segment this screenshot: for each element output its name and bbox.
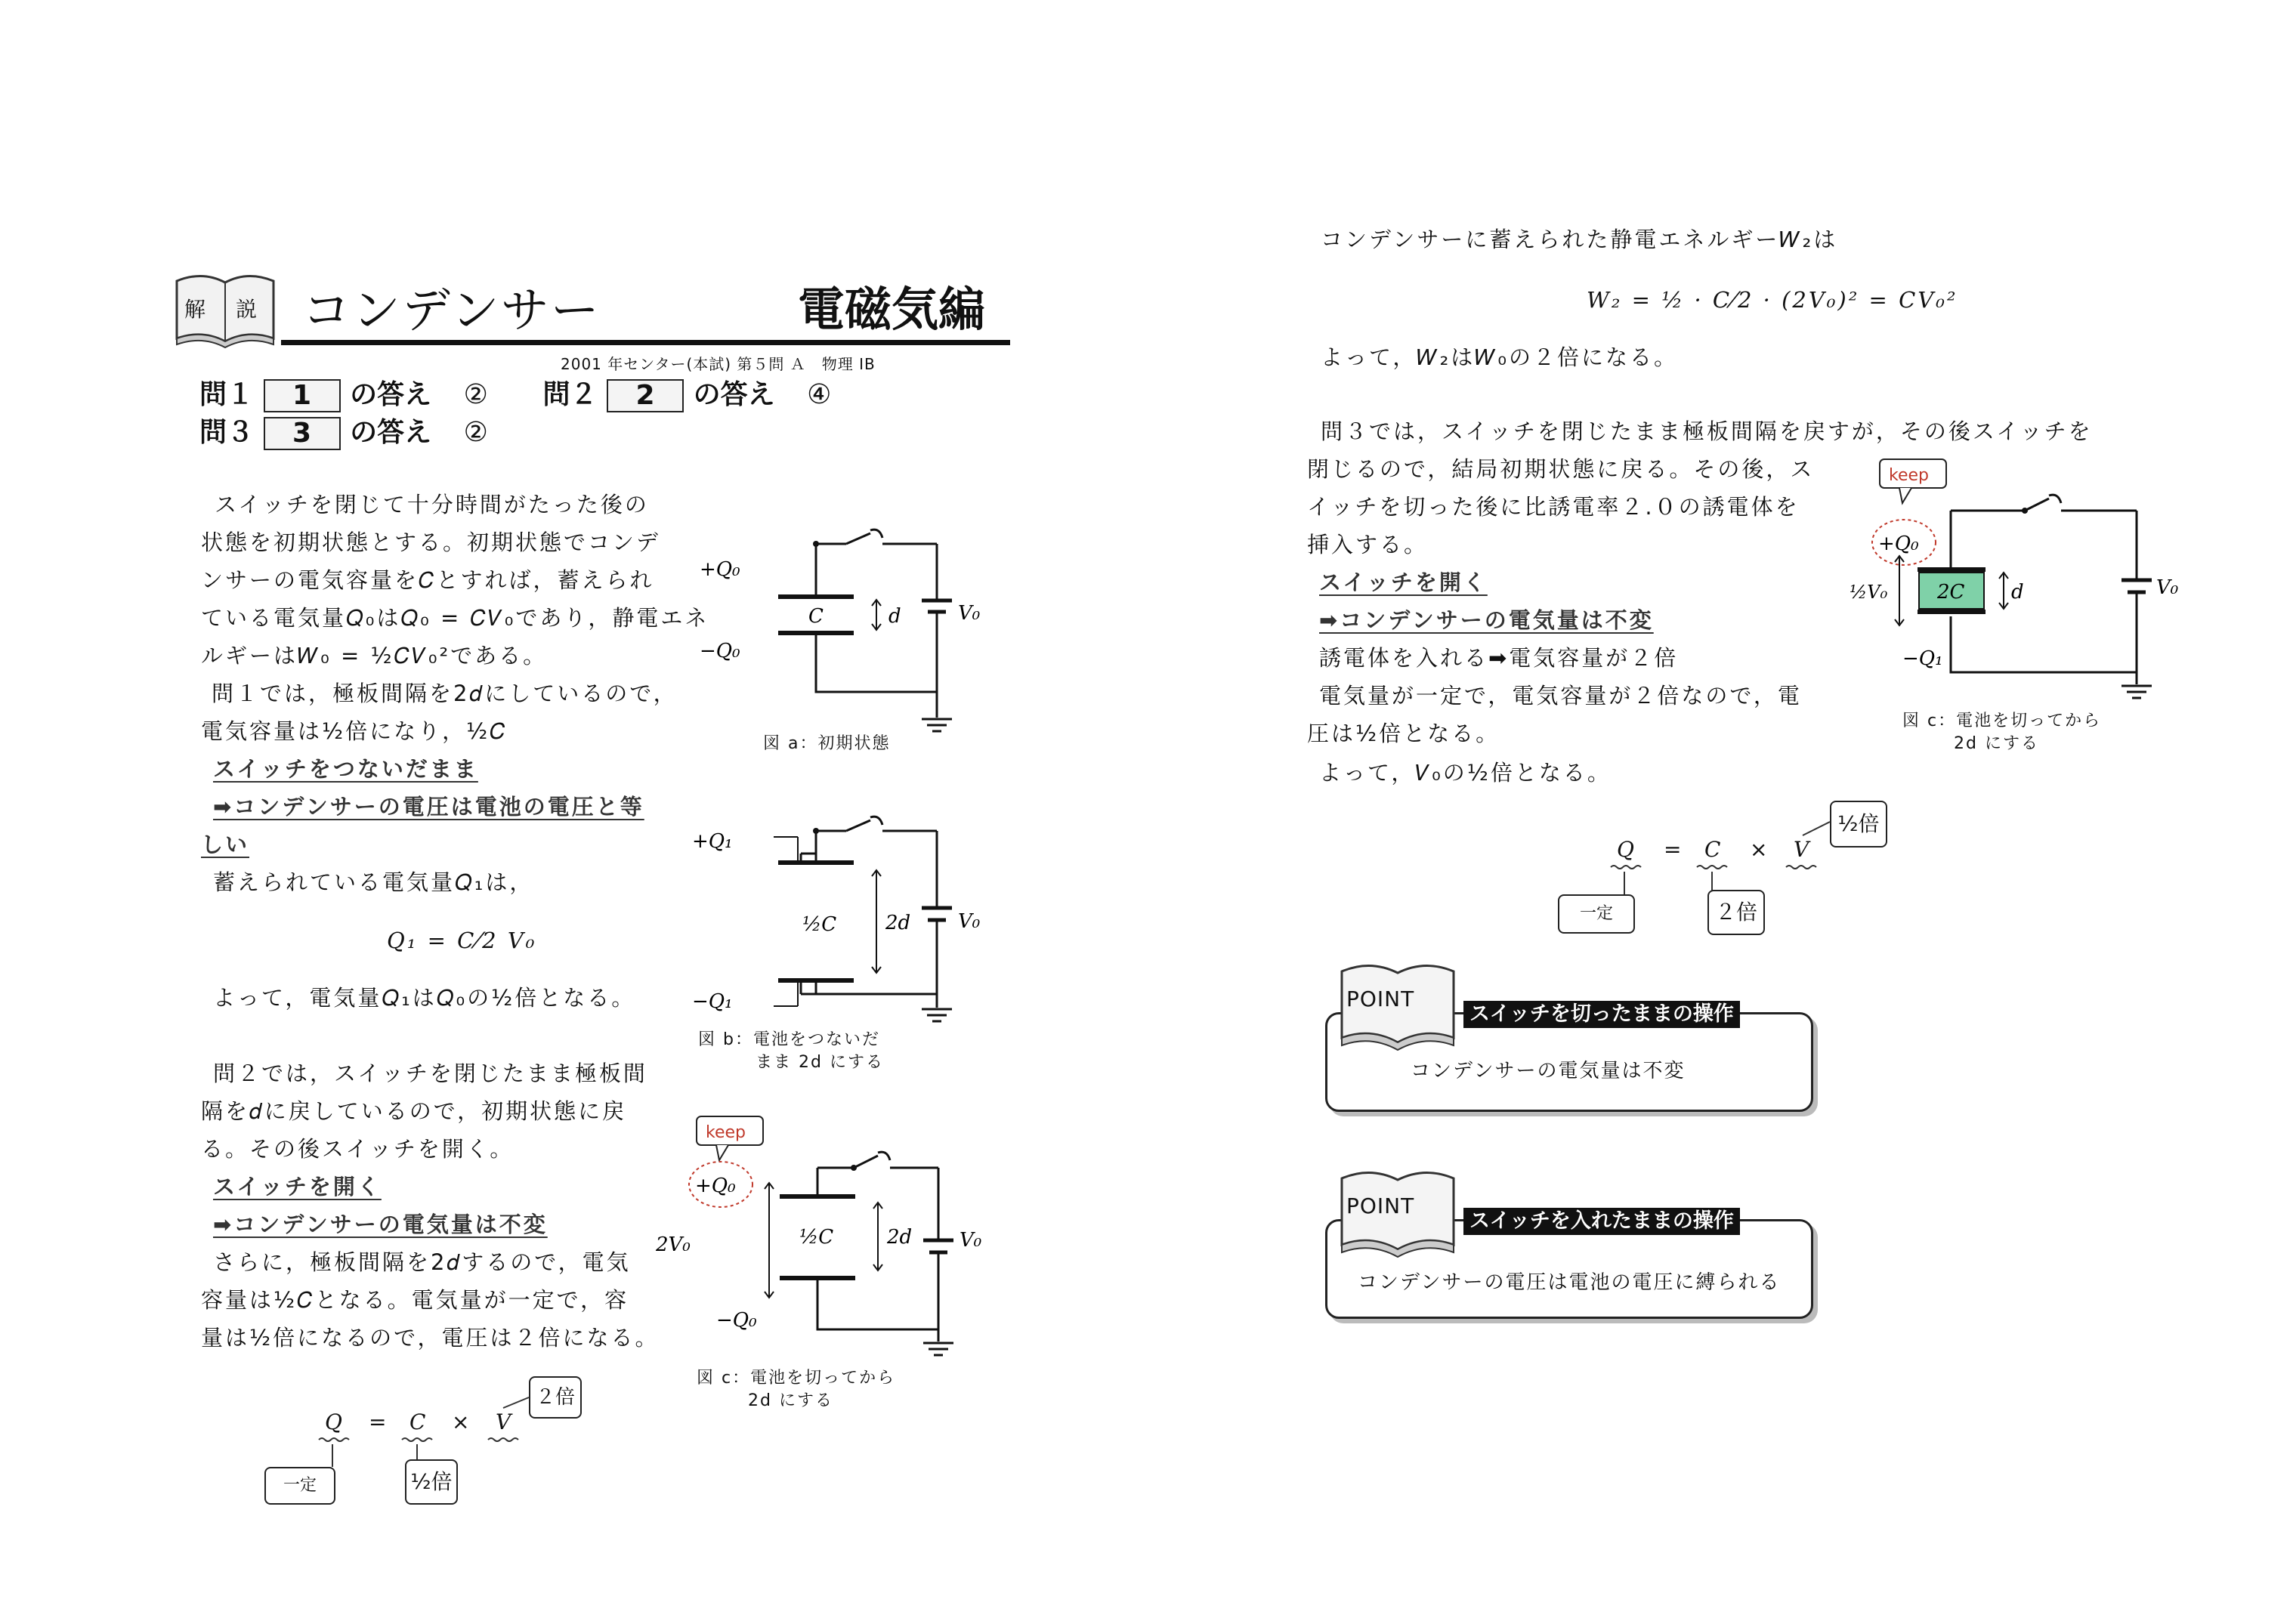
figure-caption: まま 2d にする [756,1053,884,1072]
answer-row [199,373,831,412]
figure-caption: 2d にする [748,1391,833,1410]
body-line: さらに，極板間隔を2𝑑するので，電気 [213,1249,631,1275]
label-voltage: ½𝑉₀ [1850,582,1888,603]
body-line: 容量は½𝐶となる。電気量が一定で，容 [201,1287,629,1313]
body-line: よって，電気量𝑄₁は𝑄₀の½倍となる。 [213,985,636,1011]
point-title: スイッチを入れたままの操作 [1463,1208,1740,1235]
formula-v: 𝑉 [496,1409,511,1434]
label-gap: 2𝑑 [887,1226,913,1249]
label-battery: 𝑉₀ [2156,576,2179,599]
formula-x: × [1750,837,1768,862]
figure-caption: 図 b：電池をつないだ [698,1030,880,1049]
answer-box: 1 [264,379,341,412]
body-line: る。その後スイッチを開く。 [201,1136,515,1162]
label-battery: 𝑉₀ [958,910,981,933]
emphasis-line: ➡コンデンサーの電圧は電池の電圧と等 [213,794,644,820]
callout-voltage: ２倍 [529,1376,582,1419]
label-minus: −𝑄₀ [700,640,740,662]
page-title: コンデンサー [302,283,601,339]
answer-suffix: の答え [350,379,432,410]
section-badge [172,266,278,349]
answer-box: 3 [264,417,341,450]
keep-label: keep [1889,466,1929,485]
equation: 𝑄₁ = 𝐶⁄2 𝑉₀ [387,928,537,953]
badge-char: 解 [184,297,206,322]
figure-caption: 図 a：初期状態 [763,734,891,753]
formula-eq: = [369,1409,387,1434]
formula-eq: = [1664,837,1682,862]
point-badge [1337,1162,1458,1260]
emphasis-line: しい [201,832,250,857]
body-line: ている電気量𝑄₀は𝑄₀ = 𝐶𝑉₀であり，静電エネ [201,605,709,631]
figure-caption: 図 c：電池を切ってから [1902,712,2102,730]
label-minus: −𝑄₀ [716,1309,757,1332]
label-battery: 𝑉₀ [960,1229,982,1252]
label-plus: +𝑄₁ [692,830,733,853]
label-capacitance: ½𝐶 [799,1226,834,1249]
figure-c [651,1110,991,1360]
callout-constant: 一定 [264,1467,335,1505]
point-tag: POINT [1346,1193,1415,1218]
circuit-diagram [688,808,982,1027]
answer-label: 問１ [199,379,255,410]
point-tag: POINT [1346,986,1415,1011]
body-line: ルギーは𝑊₀ = ½𝐶𝑉₀²である。 [201,643,548,668]
body-line: コンデンサーに蓄えられた静電エネルギー𝑊₂は [1321,227,1838,252]
formula-x: × [452,1409,470,1434]
emphasis-line: スイッチを開く [1319,570,1488,595]
formula-left [257,1375,604,1518]
figure-caption: 2d にする [1954,734,2039,753]
callout-voltage: ½倍 [1830,801,1887,848]
answer-suffix: の答え [350,417,432,448]
formula-q: 𝑄 [325,1409,342,1434]
formula-q: 𝑄 [1617,837,1634,862]
body-line: 量は½倍になるので，電圧は２倍になる。 [201,1325,660,1351]
badge-char: 説 [236,297,258,322]
body-line: 誘電体を入れる➡電気容量が２倍 [1319,645,1679,671]
body-line: 問２では，スイッチを閉じたまま極板間 [213,1061,647,1086]
body-line: 圧は½倍となる。 [1307,721,1500,746]
answer-value: ② [463,379,488,410]
circuit-diagram [651,1110,991,1360]
point-body: コンデンサーの電気量は不変 [1411,1060,1686,1082]
body-line: 状態を初期状態とする。初期状態でコンデ [201,529,661,555]
answer-value: ② [463,417,488,448]
circuit-diagram [1850,453,2197,702]
point-title: スイッチを切ったままの操作 [1463,1001,1740,1028]
answer-label: 問２ [542,379,598,410]
callout-capacity: ２倍 [1707,890,1765,935]
figure-a [695,521,982,740]
circuit-diagram [695,521,982,740]
title-rule [281,340,1010,345]
figure-b [688,808,982,1027]
emphasis-line: ➡コンデンサーの電気量は不変 [1319,607,1654,633]
emphasis-line: スイッチを開く [213,1174,382,1199]
point-body: コンデンサーの電圧は電池の電圧に縛られる [1358,1271,1781,1294]
body-line: スイッチを閉じて十分時間がたった後の [215,492,649,517]
label-minus: −𝑄₁ [692,990,733,1013]
label-gap: 𝑑 [888,605,901,628]
label-battery: 𝑉₀ [958,602,981,625]
answer-value: ④ [807,379,832,410]
emphasis-line: スイッチをつないだまま [213,756,478,782]
label-minus: −𝑄₁ [1902,647,1943,670]
formula-c: 𝐶 [1704,837,1721,862]
exam-source: 2001 年センター(本試) 第５問 Ａ 物理 IB [561,355,876,373]
label-capacitance: 2𝐶 [1937,581,1965,604]
label-voltage: 2𝑉₀ [656,1233,691,1256]
category-title: 電磁気編 [798,282,986,337]
callout-constant: 一定 [1558,894,1635,934]
body-line: よって，𝑉₀の½倍となる。 [1319,760,1612,786]
answer-row [199,411,488,450]
body-line: 隔を𝑑に戻しているので，初期状態に戻 [201,1098,627,1124]
formula-c: 𝐶 [409,1409,426,1434]
body-line: 蓄えられている電気量𝑄₁は， [213,869,534,895]
body-line: 挿入する。 [1307,532,1429,557]
figure-d [1850,453,2197,702]
answer-label: 問３ [199,417,255,448]
label-gap: 2𝑑 [885,912,911,934]
body-line: 閉じるので，結局初期状態に戻る。その後，ス [1307,456,1815,482]
label-capacitance: ½𝐶 [802,913,837,936]
body-line: イッチを切った後に比誘電率２.０の誘電体を [1307,494,1800,520]
answer-box: 2 [607,379,684,412]
body-line: よって，𝑊₂は𝑊₀の２倍になる。 [1321,344,1679,370]
body-line: 電気量が一定で，電気容量が２倍なので，電 [1319,683,1802,709]
equation: 𝑊₂ = ½ · 𝐶⁄2 · (2𝑉₀)² = 𝐶𝑉₀² [1587,287,1958,313]
point-badge [1337,955,1458,1053]
label-plus: +𝑄₀ [1878,533,1919,555]
figure-caption: 図 c：電池を切ってから [697,1369,896,1388]
label-gap: 𝑑 [2011,581,2024,604]
label-plus: +𝑄₀ [695,1175,736,1197]
label-plus: +𝑄₀ [700,558,740,581]
keep-label: keep [706,1123,746,1142]
label-capacitance: 𝐶 [808,605,824,628]
formula-v: 𝑉 [1794,837,1809,862]
emphasis-line: ➡コンデンサーの電気量は不変 [213,1212,548,1237]
answer-suffix: の答え [693,379,775,410]
callout-capacity: ½倍 [405,1459,458,1505]
body-line: 電気容量は½倍になり，½𝐶 [201,718,508,744]
body-line: ンサーの電気容量を𝐶とすれば，蓄えられ [201,567,654,593]
formula-right [1541,799,1934,950]
body-line: 問３では，スイッチを閉じたまま極板間隔を戻すが，その後スイッチを [1321,418,2093,444]
body-line: 問１では，極板間隔を2𝑑にしているので， [212,681,678,706]
